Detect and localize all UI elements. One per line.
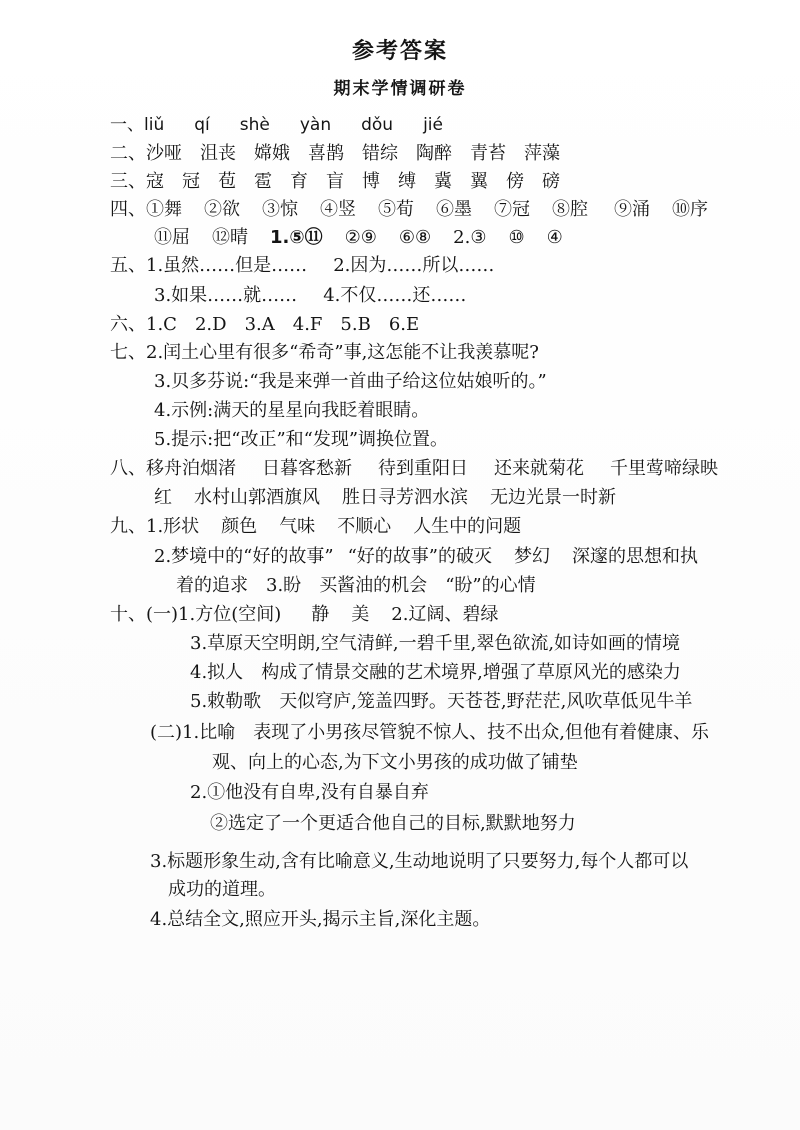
section-10-part-2-line-1 [150,721,709,745]
answer-item: 无边光景一时新 [490,487,616,508]
answer-item: 4.不仅……还…… [323,285,467,306]
answer-item: 2.辽阔、碧绿 [391,604,499,625]
answer-item: ①舞 [146,199,182,220]
answer-item: 青苔 [470,143,506,164]
answer-item: 5.B [340,314,371,335]
section-7-line-4: 5.提示:把“改正”和“发现”调换位置。 [154,429,449,450]
answer-item: 5.敕勒歌 [190,691,262,712]
answer-item: 静 [311,604,330,625]
section-4-line-2 [154,226,563,250]
answer-item: 苞 [218,171,236,192]
answer-item: 2.梦境中的“好的故事” [154,546,334,567]
answer-item: 育 [290,171,308,192]
answer-item: 陶醉 [416,143,452,164]
section-label: 四、 [110,199,146,220]
answer-item: 人生中的问题 [413,516,522,537]
section-7-line-3: 4.示例:满天的星星向我眨着眼睛。 [154,400,430,421]
section-10-part-2-line-4: ②选定了一个更适合他自己的目标,默默地努力 [210,813,576,834]
answer-item: 嫦娥 [254,143,290,164]
section-7-line-2: 3.贝多芬说:“我是来弹一首曲子给这位姑娘听的。” [154,371,547,392]
answer-item: 还来就菊花 [494,458,584,479]
answer-item: 颜色 [221,516,258,537]
answer-item: ⑩ [508,227,525,248]
section-8-line-2 [154,486,616,510]
answer-item: 冠 [182,171,200,192]
answer-item: 2.因为……所以…… [333,255,495,276]
section-label: 一、 [110,115,144,135]
page-title: 参考答案 [351,38,448,64]
answer-item: 磅 [542,171,560,192]
answer-item: ⑤荀 [378,199,414,220]
section-10-part-2-line-5: 3.标题形象生动,含有比喻意义,生动地说明了只要努力,每个人都可以 [150,851,689,872]
answer-item: ⑩序 [672,199,708,220]
page-subtitle: 期末学情调研卷 [333,79,467,99]
section-10-part-1-line-3 [190,661,681,685]
answer-item: 喜鹊 [308,143,344,164]
answer-item: 4.F [292,314,323,335]
answer-item: 沙哑 [146,143,182,164]
section-5-line-2 [154,284,466,308]
answer-item: 梦幻 [513,546,550,567]
section-label: 九、 [110,516,146,537]
answer-item: 1.比喻 [182,722,236,743]
answer-item: 构成了情景交融的艺术境界,增强了草原风光的感染力 [261,662,681,683]
section-10-part-1-line-4 [190,690,692,714]
section-3-line [110,170,560,194]
answer-item: 3.如果……就…… [154,285,298,306]
answer-item: “好的故事”的破灭 [347,546,492,567]
answer-item: 沮丧 [200,143,236,164]
answer-item: 萍藻 [524,143,560,164]
answer-item: 雹 [254,171,272,192]
blank-area [40,980,760,1080]
answer-item: shè [239,115,270,135]
answer-item: 美 [351,604,370,625]
answer-item: ③惊 [262,199,298,220]
answer-item: 1.方位(空间) [178,604,282,625]
answer-item: 气味 [279,516,316,537]
section-4-line-1 [110,198,708,222]
answer-item: ⑫晴 [212,227,248,248]
answer-item: 3.A [244,314,275,335]
answer-item: ②⑨ [344,227,377,248]
answer-item: dǒu [361,115,394,135]
answer-item: 错综 [362,143,398,164]
answer-item: 3.盼 [266,575,302,596]
section-10-part-2-line-7: 4.总结全文,照应开头,揭示主旨,深化主题。 [150,909,491,930]
answer-item: ④ [546,227,563,248]
answer-item: liǔ [144,115,165,135]
answer-item: 冀 [434,171,452,192]
section-label: 三、 [110,171,146,192]
section-10-part-1-line-1 [110,603,498,627]
answer-item: 日暮客愁新 [262,458,352,479]
section-10-part-2-line-3: 2.①他没有自卑,没有自暴自弃 [190,782,429,803]
section-10-part-2-line-6: 成功的道理。 [168,879,276,900]
answer-item: 胜日寻芳泗水滨 [342,487,468,508]
answer-item: 博 [362,171,380,192]
answer-item: 移舟泊烟渚 [146,458,236,479]
section-8-line-1 [110,457,718,481]
answer-item: 深邃的思想和执 [571,546,698,567]
section-10-part-2-line-2: 观、向上的心态,为下文小男孩的成功做了铺垫 [212,752,578,773]
answer-item: 2.D [194,314,227,335]
section-1-line [110,113,443,137]
answer-item: 待到重阳日 [378,458,468,479]
answer-item: 买酱油的机会 [319,575,428,596]
section-7-line-1 [110,341,539,365]
answer-item: jié [423,115,443,135]
section-2-line [110,142,560,166]
section-label: 十、 [110,604,146,625]
section-label: 五、 [110,255,146,276]
answer-item: 盲 [326,171,344,192]
part-label: (一) [146,604,179,625]
answer-item: 2.③ [453,227,487,248]
section-label: 七、 [110,342,146,363]
answer-item: 2.闰土心里有很多“希奇”事,这怎能不让我羡慕呢? [146,342,539,363]
answer-item: ⑪屈 [154,227,190,248]
answer-item: ⑥⑧ [398,227,432,248]
answer-item: 寇 [146,171,164,192]
answer-item: 1.形状 [146,516,200,537]
answer-item: 1.C [146,314,177,335]
answer-item: ⑦冠 [494,199,530,220]
answer-item: qí [194,115,210,135]
part-label: (二) [150,722,183,743]
answer-item: 天似穹庐,笼盖四野。天苍苍,野茫茫,风吹草低见牛羊 [279,691,693,712]
answer-item: ⑥墨 [436,199,472,220]
answer-item: ⑧腔 [552,199,588,220]
answer-item: ②欲 [204,199,240,220]
answer-item: 着的追求 [176,575,248,596]
section-5-line-1 [110,254,494,278]
answer-item: “盼”的心情 [445,575,536,596]
section-9-line-2 [154,545,698,569]
answer-item: 不顺心 [337,516,392,537]
answer-item: ④竖 [320,199,356,220]
answer-item: 6.E [388,314,420,335]
answer-item: 水村山郭酒旗风 [194,487,320,508]
answer-item: 傍 [506,171,524,192]
answer-item: 翼 [470,171,488,192]
section-9-line-3 [176,574,536,598]
section-label: 二、 [110,143,146,164]
section-label: 六、 [110,314,146,335]
answer-item: 缚 [398,171,416,192]
section-label: 八、 [110,458,146,479]
section-10-part-1-line-2: 3.草原天空明朗,空气清鲜,一碧千里,翠色欲流,如诗如画的情境 [190,633,681,654]
answer-item: 1.虽然……但是…… [146,255,308,276]
answer-item: 表现了小男孩尽管貌不惊人、技不出众,但他有着健康、乐 [253,722,709,743]
section-9-line-1 [110,515,521,539]
answer-item: 红 [154,487,172,508]
answer-item: 1.⑤⑪ [270,227,323,248]
answer-item: 4.拟人 [190,662,244,683]
answer-item: ⑨涌 [614,199,650,220]
section-6-line [110,313,419,337]
answer-item: yàn [299,115,332,135]
answer-item: 千里莺啼绿映 [610,458,718,479]
